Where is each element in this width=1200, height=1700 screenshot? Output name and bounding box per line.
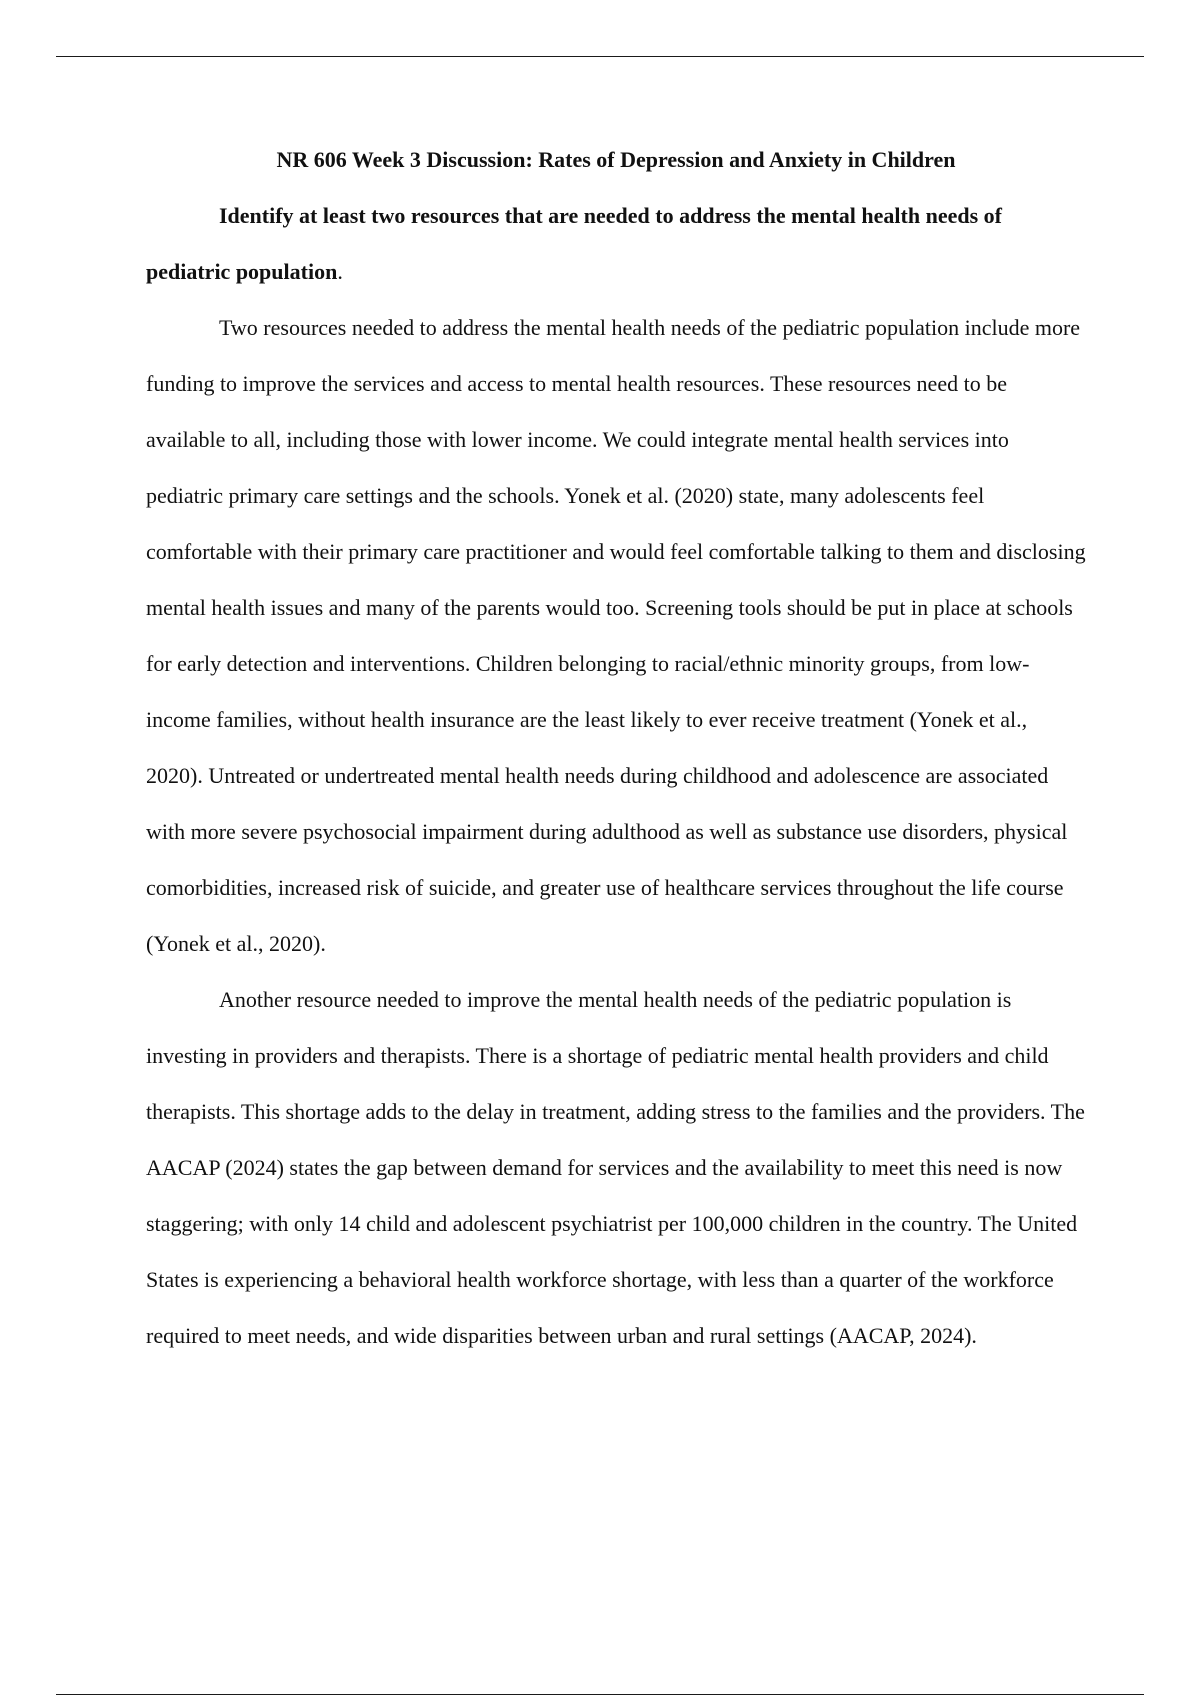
question-period: . bbox=[337, 259, 343, 284]
discussion-question bbox=[146, 188, 1086, 300]
paragraph-2: Another resource needed to improve the mental health needs of the pediatric population is investing in providers and therapists. There is a shortage of pediatric mental health providers and child therapists. This shortage adds to the delay in treatment, adding stress to the families and the providers. The AACAP (2024) states the gap between demand for services and the availability to meet this need is now staggering; with only 14 child and adolescent psychiatrist per 100,000 children in the country. The United States is experiencing a behavioral health workforce shortage, with less than a quarter of the workforce required to meet needs, and wide disparities between urban and rural settings (AACAP, 2024). bbox=[146, 987, 1085, 1348]
footer-rule bbox=[56, 1694, 1144, 1695]
header-rule bbox=[56, 56, 1144, 57]
paragraph-1: Two resources needed to address the mental health needs of the pediatric population include more funding to improve the services and access to mental health resources. These resources need to be available to all, including those with lower income. We could integrate mental health services into pediatric primary care settings and the schools. Yonek et al. (2020) state, many adolescents feel comfortable with their primary care practitioner and would feel comfortable talking to them and disclosing mental health issues and many of the parents would too. Screening tools should be put in place at schools for early detection and interventions. Children belonging to racial/ethnic minority groups, from low-income families, without health insurance are the least likely to ever receive treatment (Yonek et al., 2020). Untreated or undertreated mental health needs during childhood and adolescence are associated with more severe psychosocial impairment during adulthood as well as substance use disorders, physical comorbidities, increased risk of suicide, and greater use of healthcare services throughout the life course (Yonek et al., 2020). bbox=[146, 315, 1086, 956]
question-text: Identify at least two resources that are needed to address the mental health needs of pediatric population bbox=[146, 203, 1002, 284]
document-page bbox=[146, 136, 1086, 1364]
document-title: NR 606 Week 3 Discussion: Rates of Depression and Anxiety in Children bbox=[276, 147, 956, 172]
